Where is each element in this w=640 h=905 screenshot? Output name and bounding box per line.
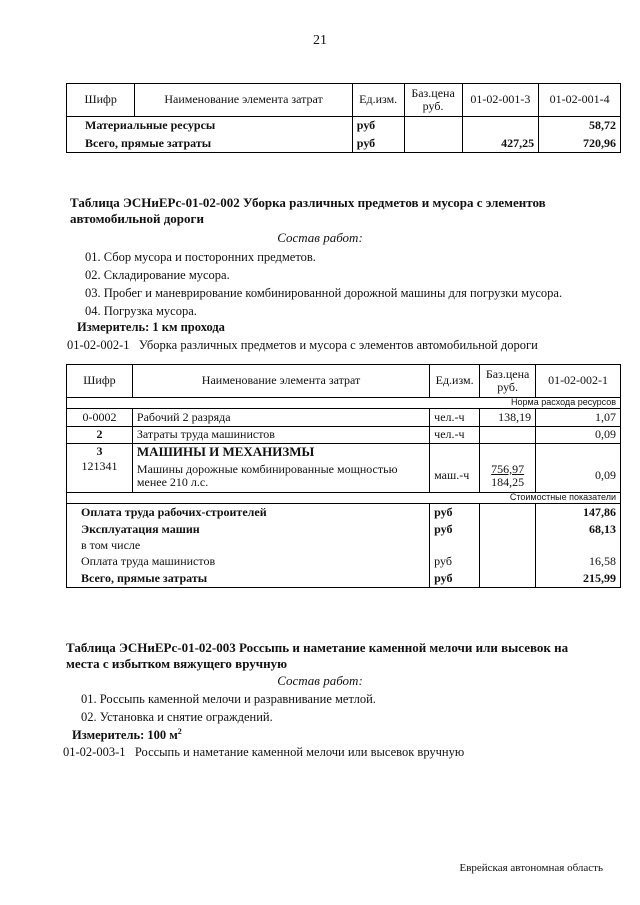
row-unit: руб	[430, 522, 480, 538]
section2-works-list	[81, 690, 376, 726]
section1-measure: Измеритель: 1 км прохода	[77, 320, 225, 334]
row-v1	[462, 117, 539, 135]
row-name-line2: менее 210 л.с.	[136, 474, 209, 489]
header-base-price: Баз.цена руб.	[480, 365, 536, 398]
row-name: Эксплуатация машин	[67, 522, 430, 538]
row-name-line1: Машины дорожные комбинированные мощностью	[136, 461, 398, 476]
header-col1: 01-02-002-1	[536, 365, 621, 398]
row-base	[480, 427, 536, 444]
table-row	[67, 117, 621, 135]
table-row	[67, 135, 621, 153]
norm-label-row	[67, 398, 621, 409]
table-row	[67, 554, 621, 571]
row-value: 0,09	[536, 427, 621, 444]
row-name: Затраты труда машинистов	[132, 427, 429, 444]
list-item: 01. Сбор мусора и посторонних предметов.	[85, 250, 316, 264]
section2-title-line1: Таблица ЭСНиЕРс-01-02-003 Россыпь и наметание каменной мелочи или высевок на	[66, 640, 569, 655]
row-value: 215,99	[536, 571, 621, 588]
row-unit: руб	[430, 571, 480, 588]
section2-works-heading: Состав работ:	[277, 673, 363, 688]
row-name: Оплата труда рабочих-строителей	[67, 504, 430, 522]
table-top	[66, 83, 621, 153]
section1-works-heading: Состав работ:	[277, 230, 363, 245]
row-value: 16,58	[536, 554, 621, 571]
table-row	[67, 444, 621, 460]
row-unit: руб	[352, 117, 404, 135]
header-unit: Ед.изм.	[430, 365, 480, 398]
table-row	[67, 538, 621, 554]
table-header-row	[67, 365, 621, 398]
list-item: 03. Пробег и маневрирование комбинированной дорожной машины для погрузки мусора.	[85, 286, 563, 300]
row-value: 147,86	[536, 504, 621, 522]
norm-label: Норма расхода ресурсов	[67, 398, 621, 409]
section1-title-line2: автомобильной дороги	[70, 211, 204, 226]
list-item: 01. Россыпь каменной мелочи и разравнивание метлой.	[81, 692, 376, 706]
row-unit: руб	[430, 504, 480, 522]
header-code: Шифр	[67, 365, 133, 398]
section1-code-line: 01-02-002-1 Уборка различных предметов и мусора с элементов автомобильной дороги	[67, 338, 538, 352]
row-name: Рабочий 2 разряда	[132, 409, 429, 427]
row-base	[404, 117, 462, 135]
header-unit: Ед.изм.	[352, 84, 404, 117]
header-base-price: Баз.цена руб.	[404, 84, 462, 117]
row-name: Всего, прямые затраты	[67, 135, 353, 153]
section2-title-line2: места с избытком вяжущего вручную	[66, 656, 288, 671]
header-code: Шифр	[67, 84, 135, 117]
row-unit: чел.-ч	[430, 409, 480, 427]
page-number: 21	[313, 33, 327, 48]
row-value: 1,07	[536, 409, 621, 427]
row-unit: руб	[352, 135, 404, 153]
row-base-line2: 184,25	[491, 474, 525, 489]
header-col1: 01-02-001-3	[462, 84, 539, 117]
table-row	[67, 522, 621, 538]
section2-measure-sup: 2	[177, 727, 182, 736]
row-base-line1: 756,97	[491, 461, 525, 476]
table-row	[67, 460, 621, 493]
section2-title	[66, 640, 568, 672]
list-item: 02. Установка и снятие ограждений.	[81, 710, 273, 724]
row-code: 0-0002	[67, 409, 133, 427]
table-row	[67, 409, 621, 427]
row-name: Оплата труда машинистов	[67, 554, 430, 571]
row-v2: 720,96	[539, 135, 621, 153]
row-value: 68,13	[536, 522, 621, 538]
section2-measure-text: Измеритель: 100 м	[72, 728, 178, 743]
header-name: Наименование элемента затрат	[135, 84, 352, 117]
row-code: 121341	[67, 460, 133, 493]
table-row	[67, 427, 621, 444]
table-header-row	[67, 84, 621, 117]
row-code: 3	[67, 444, 133, 460]
row-unit: руб	[430, 554, 480, 571]
row-name	[132, 460, 429, 493]
row-v1: 427,25	[462, 135, 539, 153]
header-col2: 01-02-001-4	[539, 84, 621, 117]
row-name: в том числе	[67, 538, 430, 554]
section1-title	[70, 195, 546, 227]
cost-label: Стоимостные показатели	[67, 493, 621, 504]
footer-region: Еврейская автономная область	[459, 862, 603, 874]
list-item: 02. Складирование мусора.	[85, 268, 230, 282]
row-base	[404, 135, 462, 153]
row-base: 138,19	[480, 409, 536, 427]
row-unit: маш.-ч	[430, 460, 480, 493]
table-main	[66, 364, 621, 588]
cost-label-row	[67, 493, 621, 504]
section1-works-list	[85, 248, 562, 320]
section1-title-line1: Таблица ЭСНиЕРс-01-02-002 Уборка различных предметов и мусора с элементов	[70, 195, 546, 210]
section2-code-line: 01-02-003-1 Россыпь и наметание каменной мелочи или высевок вручную	[63, 745, 465, 759]
row-name: МАШИНЫ И МЕХАНИЗМЫ	[132, 444, 429, 460]
section2-measure	[72, 727, 182, 743]
list-item: 04. Погрузка мусора.	[85, 304, 197, 318]
row-v2: 58,72	[539, 117, 621, 135]
row-code: 2	[67, 427, 133, 444]
row-base	[480, 460, 536, 493]
row-name: Всего, прямые затраты	[67, 571, 430, 588]
row-unit: чел.-ч	[430, 427, 480, 444]
table-row	[67, 571, 621, 588]
row-value: 0,09	[536, 460, 621, 493]
header-name: Наименование элемента затрат	[132, 365, 429, 398]
row-name: Материальные ресурсы	[67, 117, 353, 135]
table-row	[67, 504, 621, 522]
